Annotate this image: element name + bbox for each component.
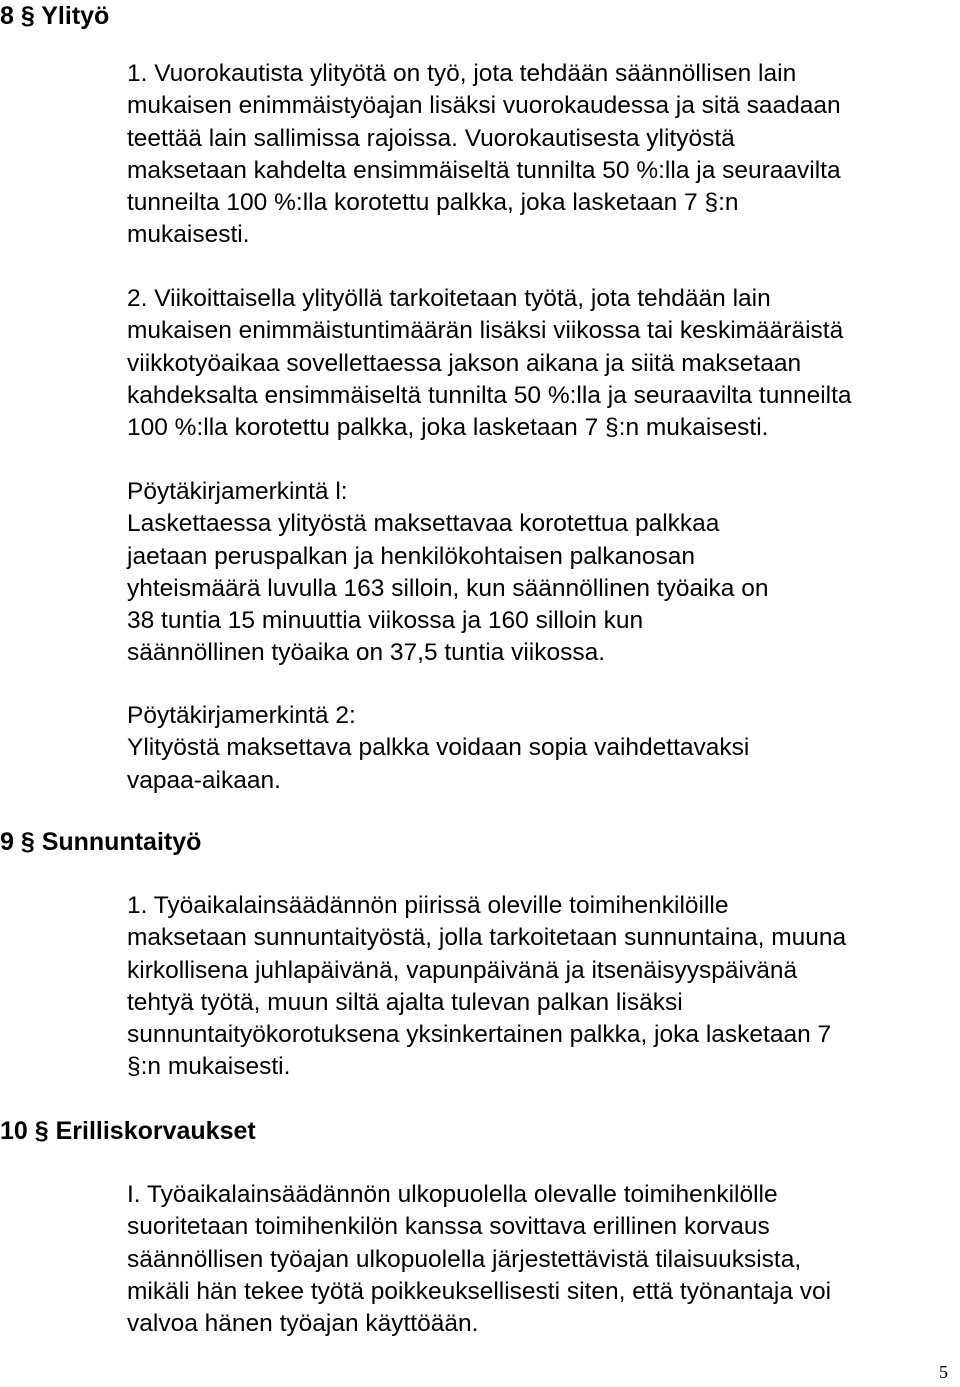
text-line: mukaisen enimmäistuntimäärän lisäksi viikossa tai keskimääräistä — [127, 317, 844, 345]
note-title: Pöytäkirjamerkintä 2: — [127, 702, 356, 729]
text-line: säännöllisen työajan ulkopuolella järjestettävistä tilaisuuksista, — [127, 1245, 802, 1273]
text-line: I. Työaikalainsäädännön ulkopuolella olevalle toimihenkilölle — [127, 1181, 778, 1208]
text-line: tunneilta 100 %:lla korotettu palkka, joka lasketaan 7 §:n — [127, 189, 739, 217]
text-line: 1. Työaikalainsäädännön piirissä oleville toimihenkilöille — [127, 892, 729, 919]
text-line: maksetaan kahdelta ensimmäiseltä tunnilta 50 %:lla ja seuraavilta — [127, 156, 841, 184]
text-line: kirkollisena juhlapäivänä, vapunpäivänä ja itsenäisyyspäivänä — [127, 956, 798, 984]
text-line: säännöllinen työaika on 37,5 tuntia viikossa. — [127, 639, 606, 667]
text-line: vapaa-aikaan. — [127, 766, 281, 794]
text-line: tehtyä työtä, muun siltä ajalta tulevan palkan lisäksi — [127, 988, 683, 1016]
text-line: sunnuntaityökorotuksena yksinkertainen palkka, joka lasketaan 7 — [127, 1021, 832, 1049]
protocol-note-1 — [127, 476, 955, 670]
section-8-paragraph-2 — [127, 283, 955, 444]
section-8-paragraph-1 — [127, 58, 955, 252]
section-10-paragraph-1 — [127, 1179, 955, 1340]
text-line: valvoa hänen työajan käyttöään. — [127, 1310, 479, 1338]
text-line: Ylityöstä maksettava palkka voidaan sopia vaihdettavaksi — [127, 734, 750, 762]
text-line: 100 %:lla korotettu palkka, joka lasketaan 7 §:n mukaisesti. — [127, 414, 769, 442]
text-line: mukaisesti. — [127, 221, 250, 249]
text-line: suoritetaan toimihenkilön kanssa sovittava erillinen korvaus — [127, 1213, 770, 1241]
text-line: 2. Viikoittaisella ylityöllä tarkoitetaan työtä, jota tehdään lain — [127, 285, 771, 312]
section-9-heading: 9 § Sunnuntaityö — [0, 828, 202, 856]
section-9-paragraph-1 — [127, 890, 955, 1084]
text-line: maksetaan sunnuntaityöstä, jolla tarkoitetaan sunnuntaina, muuna — [127, 924, 847, 952]
text-line: §:n mukaisesti. — [127, 1053, 291, 1081]
text-line: kahdeksalta ensimmäiseltä tunnilta 50 %:lla ja seuraavilta tunneilta — [127, 381, 852, 409]
text-line: viikkotyöaikaa sovellettaessa jakson aikana ja siitä maksetaan — [127, 349, 802, 377]
text-line: mikäli hän tekee työtä poikkeuksellisesti siten, että työnantaja voi — [127, 1277, 832, 1305]
text-line: jaetaan peruspalkan ja henkilökohtaisen palkanosan — [127, 542, 695, 570]
text-line: Laskettaessa ylityöstä maksettavaa korotettua palkkaa — [127, 510, 720, 538]
text-line: 1. Vuorokautista ylityötä on työ, jota tehdään säännöllisen lain — [127, 60, 797, 87]
section-8-heading: 8 § Ylityö — [0, 2, 110, 30]
protocol-note-2 — [127, 700, 955, 797]
text-line: mukaisen enimmäistyöajan lisäksi vuorokaudessa ja sitä saadaan — [127, 92, 841, 120]
text-line: 38 tuntia 15 minuuttia viikossa ja 160 silloin kun — [127, 607, 644, 635]
text-line: yhteismäärä luvulla 163 silloin, kun säännöllinen työaika on — [127, 574, 769, 602]
page-number: 5 — [939, 1362, 948, 1382]
section-10-heading: 10 § Erilliskorvaukset — [0, 1117, 256, 1145]
text-line: teettää lain sallimissa rajoissa. Vuorokautisesta ylityöstä — [127, 124, 735, 152]
note-title: Pöytäkirjamerkintä l: — [127, 478, 348, 505]
